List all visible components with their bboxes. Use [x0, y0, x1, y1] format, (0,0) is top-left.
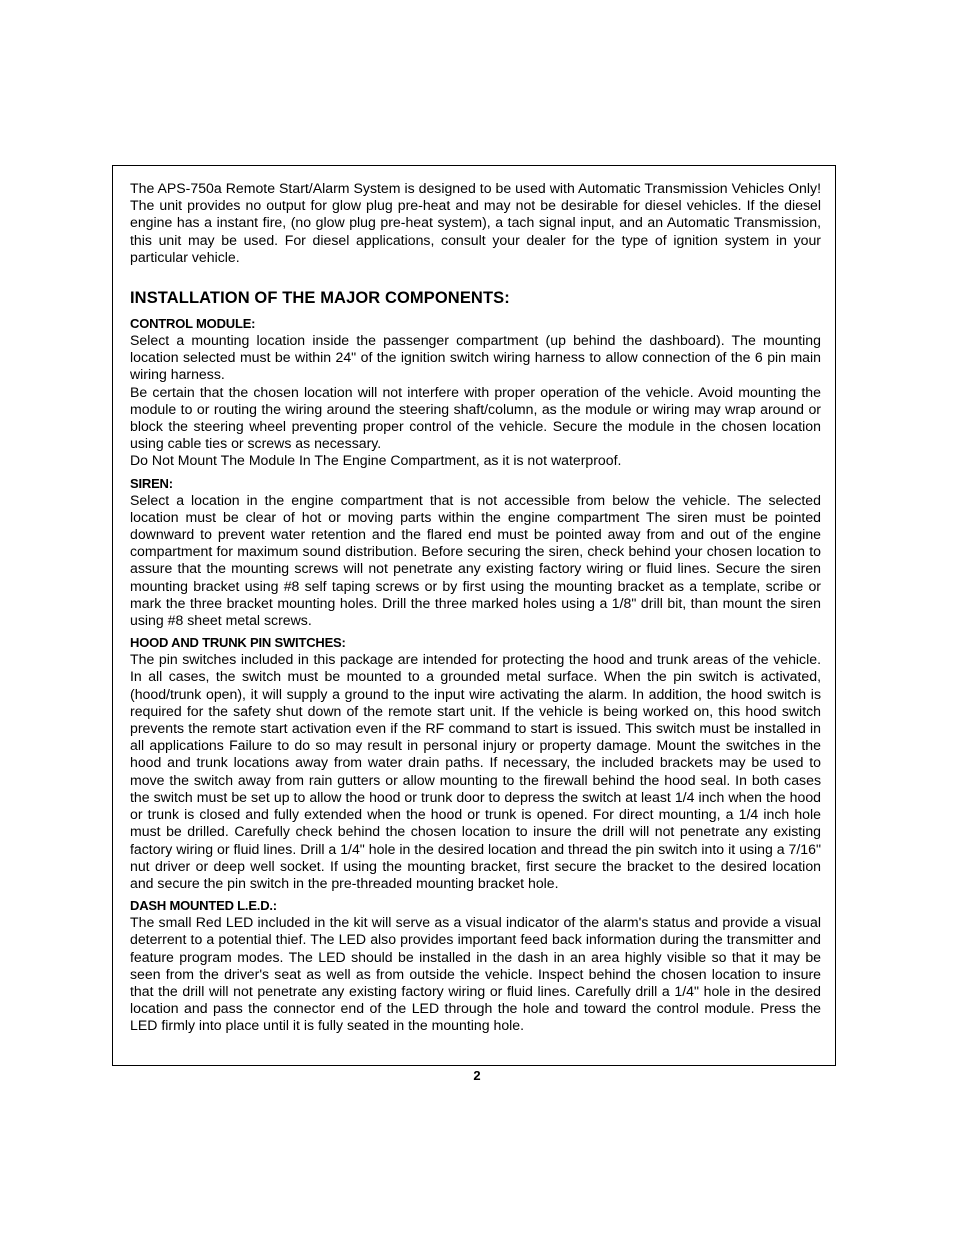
page-content — [130, 180, 821, 1040]
section-title: SIREN: — [130, 475, 173, 491]
section-dash-led — [130, 897, 821, 1034]
section-title: CONTROL MODULE: — [130, 316, 256, 332]
section-control-module — [130, 315, 821, 470]
section-title: DASH MOUNTED L.E.D.: — [130, 898, 277, 914]
section-paragraph: The pin switches included in this package are intended for protecting the hood and trunk areas of the vehicle. In all cases, the switch must be mounted to a grounded metal surface. When the pin switch is activated, (hood/trunk open), it will supply a ground to the input wire activating the alarm. In addition, the hood switch is required for the safety shut down of the remote start unit. If the vehicle is being worked on, this hood switch prevents the remote start activation even if the RF command to start is issued. This switch must be installed in all applications Failure to do so may result in personal injury or property damage. Mount the switches in the hood and trunk locations away from water drain paths. If necessary, the included brackets may be used to move the switch away from rain gutters or allow mounting to the firewall behind the hood seal. In both cases the switch must be set up to allow the hood or trunk door to depress the switch at least 1/4 inch when the hood or trunk is closed and fully extended when the hood or trunk is opened. For direct mounting, a 1/4 inch hole must be drilled. Carefully check behind the chosen location to insure the drill will not penetrate any existing factory wiring or fluid lines. Drill a 1/4" hole in the desired location and thread the pin switch into it using a 7/16" nut driver or deep well socket. If using the mounting bracket, first secure the bracket to the desired location and secure the pin switch in the pre-threaded mounting bracket hole. — [130, 651, 821, 891]
section-title: HOOD AND TRUNK PIN SWITCHES: — [130, 635, 346, 651]
section-paragraph: Select a mounting location inside the passenger compartment (up behind the dashboard). The mounting location selected must be within 24" of the ignition switch wiring harness to allow connection of the 6 pin main wiring harness. — [130, 332, 821, 383]
page-number: 2 — [473, 1068, 481, 1083]
content-frame — [112, 165, 836, 1066]
section-paragraph: Do Not Mount The Module In The Engine Compartment, as it is not waterproof. — [130, 452, 622, 469]
section-pin-switches — [130, 634, 821, 892]
section-paragraph: Be certain that the chosen location will not interfere with proper operation of the vehicle. Avoid mounting the module to or routing the wiring around the steering shaft/column, as the module or wiring may wrap around or block the steering wheel preventing proper control of the vehicle. Secure the module in the chosen location using cable ties or screws as necessary. — [130, 383, 821, 452]
section-paragraph: The small Red LED included in the kit will serve as a visual indicator of the alarm's status and provide a visual deterrent to a potential thief. The LED also provides important feed back information during the transmitter and feature program modes. The LED should be installed in the dash in an area highly visible so that it may be seen from the driver's seat as well as from outside the vehicle. Inspect behind the chosen location to insure that the drill will not penetrate any existing factory wiring or fluid lines. Carefully drill a 1/4" hole in the desired location and pass the connector end of the LED through the hole and toward the control module. Press the LED firmly into place until it is fully seated in the mounting hole. — [130, 914, 821, 1034]
section-siren — [130, 475, 821, 630]
section-paragraph: Select a location in the engine compartment that is not accessible from below the vehicle. The selected location must be clear of hot or moving parts within the engine compartment The siren must be pointed downward to prevent water retention and the flared end must be pointed away from and out of the engine compartment for maximum sound distribution. Before securing the siren, check behind your chosen location to assure that the mounting screws will not penetrate any existing factory wiring or fluid lines. Secure the siren mounting bracket using #8 self taping screws or by first using the mounting bracket as a template, scribe or mark the three bracket mounting holes. Drill the three marked holes using a 1/8" drill bit, than mount the siren using #8 sheet metal screws. — [130, 491, 821, 629]
intro-paragraph: The APS-750a Remote Start/Alarm System is designed to be used with Automatic Transmission Vehicles Only! The unit provides no output for glow plug pre-heat and may not be desirable for diesel vehicles. If the diesel engine has a instant fire, (no glow plug pre-heat system), a tach signal input, and an Automatic Transmission, this unit may be used. For diesel applications, consult your dealer for the type of ignition system in your particular vehicle. — [130, 180, 821, 265]
main-heading: INSTALLATION OF THE MAJOR COMPONENTS: — [130, 289, 510, 308]
